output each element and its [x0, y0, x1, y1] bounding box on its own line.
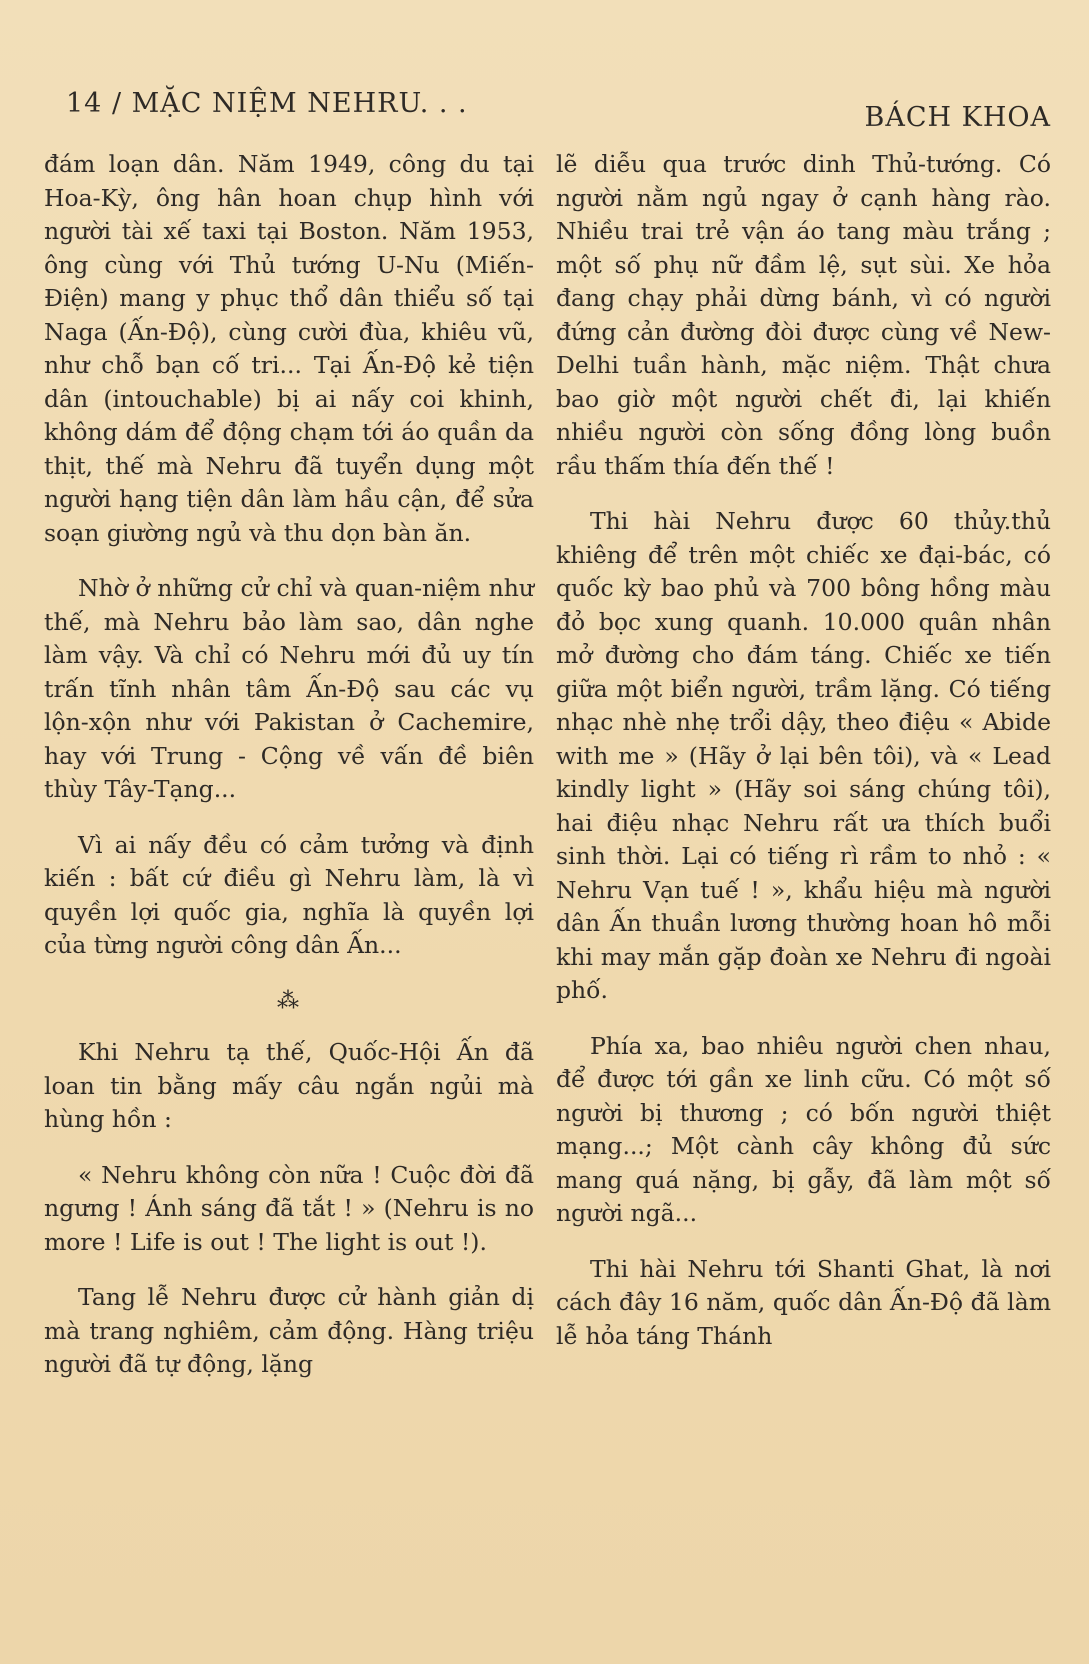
section-separator: ⁂ [277, 988, 301, 1014]
quote-paragraph: « Nehru không còn nữa ! Cuộc đời đã ngưng ! Ánh sáng đã tắt ! » (Nehru is no more ! Life is out ! The light is out !). [44, 1160, 534, 1256]
paragraph: đám loạn dân. Năm 1949, công du tại Hoa-Kỳ, ông hân hoan chụp hình với người tài xế taxi tại Boston. Năm 1953, ông cùng với Thủ tướng U-Nu (Miến-Điện) mang y phục thổ dân thiểu số tại Naga (Ấn-Độ), cùng cười đùa, khiêu vũ, như chỗ bạn cố tri... Tại Ấn-Độ kẻ tiện dân (intouchable) bị ai nấy coi khinh, không dám để động chạm tới áo quần da thịt, thế mà Nehru đã tuyển dụng một người hạng tiện dân làm hầu cận, để sửa soạn giường ngủ và thu dọn bàn ăn. [44, 150, 534, 547]
paragraph: Vì ai nấy đều có cảm tưởng và định kiến : bất cứ điều gì Nehru làm, là vì quyền lợi quốc gia, nghĩa là quyền lợi của từng người công dân Ấn... [44, 830, 534, 959]
magazine-name: BÁCH KHOA [864, 102, 1051, 133]
right-column [556, 148, 1051, 1375]
page-header [66, 88, 1051, 132]
left-column [44, 148, 534, 1404]
page-number-title: 14 / MẶC NIỆM NEHRU. . . [66, 88, 468, 119]
paragraph: Nhờ ở những cử chỉ và quan-niệm như thế, mà Nehru bảo làm sao, dân nghe làm vậy. Và chỉ có Nehru mới đủ uy tín trấn tĩnh nhân tâm Ấn-Độ sau các vụ lộn-xộn như với Pakistan ở Cachemire, hay với Trung - Cộng về vấn đề biên thùy Tây-Tạng... [44, 574, 534, 803]
paragraph: Thi hài Nehru được 60 thủy.thủ khiêng để trên một chiếc xe đại-bác, có quốc kỳ bao phủ và 700 bông hồng màu đỏ bọc xung quanh. 10.000 quân nhân mở đường cho đám táng. Chiếc xe tiến giữa một biển người, trầm lặng. Có tiếng nhạc nhè nhẹ trổi dậy, theo điệu « Abide with me » (Hãy ở lại bên tôi), và « Lead kindly light » (Hãy soi sáng chúng tôi), hai điệu nhạc Nehru rất ưa thích buổi sinh thời. Lại có tiếng rì rầm to nhỏ : « Nehru Vạn tuế ! », khẩu hiệu mà người dân Ấn thuần lương thường hoan hô mỗi khi may mắn gặp đoàn xe Nehru đi ngoài phố. [556, 507, 1051, 1004]
paragraph: Thi hài Nehru tới Shanti Ghat, là nơi cách đây 16 năm, quốc dân Ấn-Độ đã làm lễ hỏa táng Thánh [556, 1254, 1051, 1350]
paragraph: Phía xa, bao nhiêu người chen nhau, để được tới gần xe linh cữu. Có một số người bị thương ; có bốn người thiệt mạng...; Một cành cây không đủ sức mang quá nặng, bị gẫy, đã làm một số người ngã... [556, 1031, 1051, 1227]
paragraph: lẽ diễu qua trước dinh Thủ-tướng. Có người nằm ngủ ngay ở cạnh hàng rào. Nhiều trai trẻ vận áo tang màu trắng ; một số phụ nữ đầm lệ, sụt sùi. Xe hỏa đang chạy phải dừng bánh, vì có người đứng cản đường đòi được cùng về New-Delhi tuần hành, mặc niệm. Thật chưa bao giờ một người chết đi, lại khiến nhiều người còn sống đồng lòng buồn rầu thấm thía đến thế ! [556, 150, 1051, 480]
paragraph: Tang lễ Nehru được cử hành giản dị mà trang nghiêm, cảm động. Hàng triệu người đã tự động, lặng [44, 1283, 534, 1378]
paragraph: Khi Nehru tạ thế, Quốc-Hội Ấn đã loan tin bằng mấy câu ngắn ngủi mà hùng hồn : [44, 1038, 534, 1133]
